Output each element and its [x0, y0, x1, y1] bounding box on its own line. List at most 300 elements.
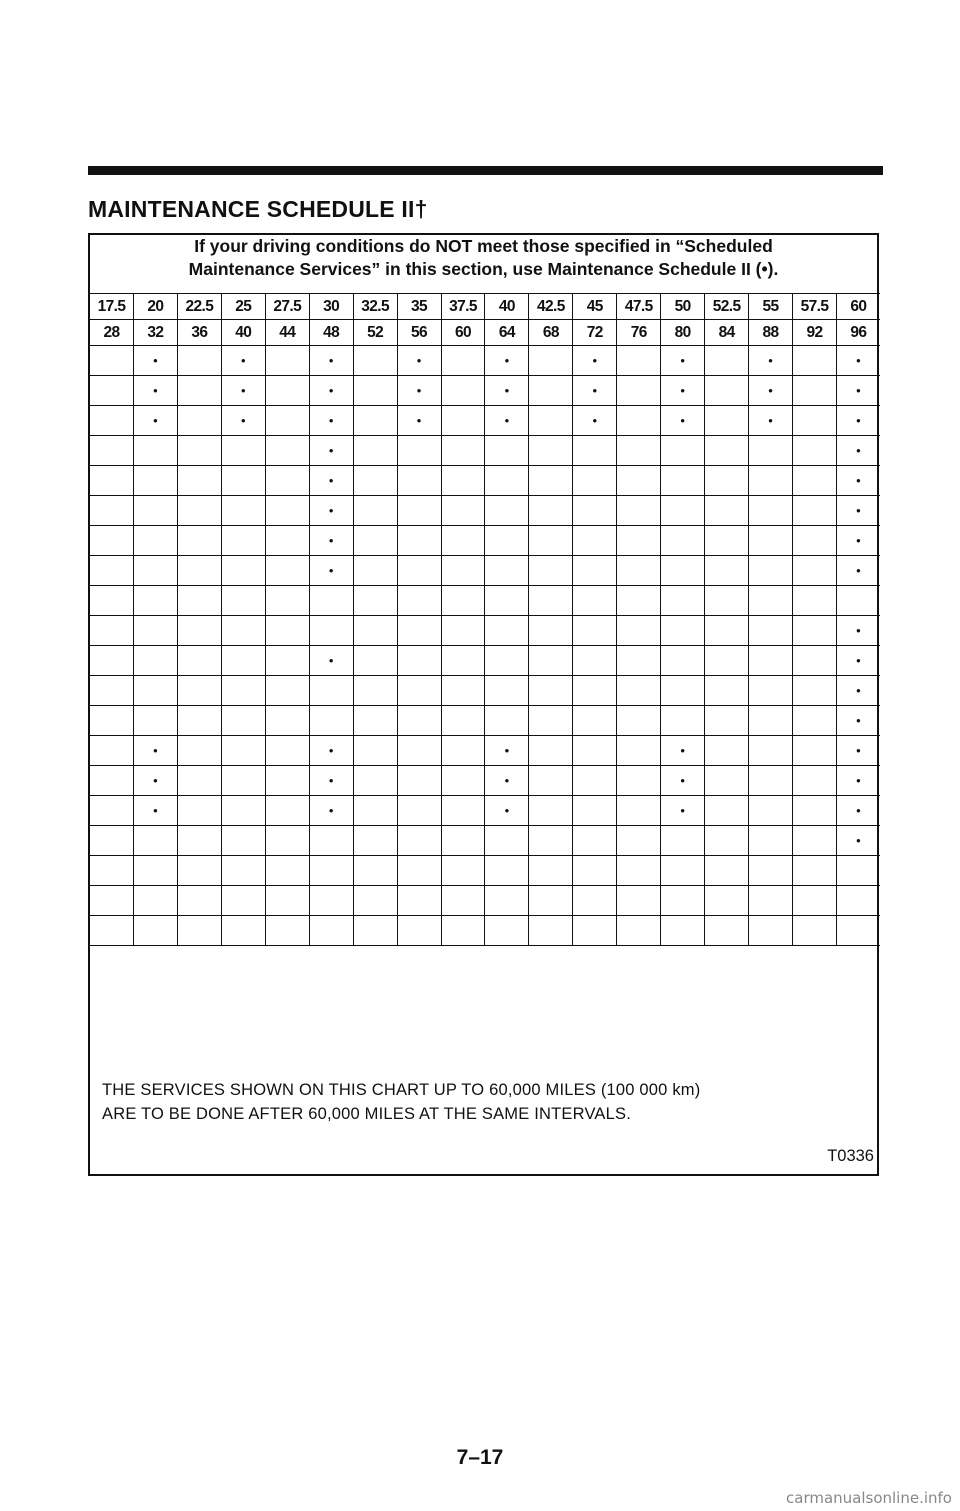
schedule-cell: [265, 856, 309, 886]
schedule-cell: [661, 346, 705, 376]
service-dot: •: [504, 413, 510, 428]
schedule-cell: [573, 736, 617, 766]
schedule-cell: [836, 736, 879, 766]
schedule-cell: [529, 376, 573, 406]
schedule-cell: [485, 916, 529, 946]
service-dot: •: [856, 533, 861, 548]
service-dot: •: [328, 803, 334, 818]
schedule-cell: [177, 616, 221, 646]
service-dot: •: [856, 653, 861, 668]
schedule-cell: [705, 616, 749, 646]
service-dot: •: [680, 383, 685, 398]
schedule-cell: [397, 526, 441, 556]
schedule-cell: [177, 856, 221, 886]
schedule-cell: [353, 646, 397, 676]
km-header-row: [90, 320, 880, 346]
miles-header-row-cell: 42.5: [529, 294, 573, 320]
schedule-cell: [661, 526, 705, 556]
service-dot: •: [153, 353, 158, 368]
schedule-cell: [661, 556, 705, 586]
schedule-cell: [793, 346, 837, 376]
schedule-cell: [661, 886, 705, 916]
schedule-cell: [177, 826, 221, 856]
miles-header-row-cell: 17.5: [90, 294, 133, 320]
service-dot: •: [416, 383, 422, 398]
schedule-cell: [441, 706, 485, 736]
table-row: [90, 406, 880, 436]
schedule-cell: [485, 766, 529, 796]
schedule-cell: [441, 406, 485, 436]
intro-text: [88, 235, 879, 281]
schedule-cell: [309, 886, 353, 916]
schedule-cell: [529, 736, 573, 766]
table-row: [90, 856, 880, 886]
schedule-cell: [793, 856, 837, 886]
schedule-cell: [617, 586, 661, 616]
schedule-cell: [529, 346, 573, 376]
schedule-cell: [793, 766, 837, 796]
schedule-cell: [793, 796, 837, 826]
schedule-cell: [397, 346, 441, 376]
service-dot: •: [153, 803, 158, 818]
schedule-cell: [353, 856, 397, 886]
schedule-cell: [529, 526, 573, 556]
schedule-cell: [617, 436, 661, 466]
schedule-cell: [573, 346, 617, 376]
schedule-cell: [793, 676, 837, 706]
schedule-cell: [705, 556, 749, 586]
schedule-cell: [661, 916, 705, 946]
miles-header-row-cell: 60: [836, 294, 879, 320]
schedule-cell: [133, 376, 177, 406]
schedule-cell: [749, 436, 793, 466]
service-dot: •: [241, 383, 246, 398]
schedule-cell: [441, 676, 485, 706]
miles-header-row-cell: 55: [749, 294, 793, 320]
intro-line-2: Maintenance Services” in this section, use Maintenance Schedule II (•).: [188, 259, 779, 279]
schedule-cell: [441, 826, 485, 856]
schedule-cell: [617, 496, 661, 526]
schedule-cell: [177, 466, 221, 496]
schedule-cell: [353, 346, 397, 376]
service-dot: •: [856, 503, 861, 518]
service-dot: •: [328, 503, 334, 518]
schedule-cell: [705, 916, 749, 946]
schedule-cell: [573, 466, 617, 496]
schedule-cell: [397, 916, 441, 946]
schedule-cell: [397, 796, 441, 826]
schedule-cell: [90, 676, 133, 706]
schedule-cell: [265, 676, 309, 706]
schedule-cell: [265, 826, 309, 856]
schedule-cell: [749, 736, 793, 766]
schedule-cell: [485, 436, 529, 466]
schedule-cell: [529, 496, 573, 526]
miles-header-row-cell: 52.5: [705, 294, 749, 320]
schedule-cell: [749, 556, 793, 586]
schedule-cell: [661, 376, 705, 406]
schedule-cell: [441, 646, 485, 676]
schedule-cell: [177, 376, 221, 406]
schedule-cell: [705, 496, 749, 526]
schedule-cell: [265, 886, 309, 916]
schedule-cell: [309, 916, 353, 946]
service-dot: •: [328, 413, 334, 428]
table-row: [90, 436, 880, 466]
schedule-cell: [353, 466, 397, 496]
schedule-cell: [485, 676, 529, 706]
km-header-row-cell: 64: [485, 320, 529, 346]
schedule-cell: [705, 736, 749, 766]
schedule-cell: [573, 436, 617, 466]
service-dot: •: [153, 743, 158, 758]
schedule-cell: [397, 826, 441, 856]
km-header-row-cell: 96: [836, 320, 879, 346]
schedule-cell: [485, 856, 529, 886]
service-dot: •: [153, 383, 158, 398]
service-dot: •: [328, 443, 334, 458]
schedule-cell: [90, 856, 133, 886]
schedule-cell: [90, 376, 133, 406]
schedule-cell: [353, 616, 397, 646]
km-header-row-cell: 88: [749, 320, 793, 346]
schedule-cell: [397, 856, 441, 886]
schedule-cell: [265, 406, 309, 436]
schedule-cell: [485, 496, 529, 526]
schedule-cell: [397, 886, 441, 916]
schedule-cell: [661, 826, 705, 856]
km-header-row-cell: 68: [529, 320, 573, 346]
schedule-cell: [749, 676, 793, 706]
schedule-cell: [133, 406, 177, 436]
service-dot: •: [416, 353, 422, 368]
schedule-cell: [793, 736, 837, 766]
schedule-cell: [309, 676, 353, 706]
schedule-cell: [705, 856, 749, 886]
schedule-cell: [133, 766, 177, 796]
schedule-cell: [749, 886, 793, 916]
km-header-row-cell: 72: [573, 320, 617, 346]
schedule-cell: [573, 496, 617, 526]
schedule-cell: [221, 646, 265, 676]
schedule-cell: [309, 826, 353, 856]
schedule-cell: [177, 916, 221, 946]
miles-header-row-cell: 20: [133, 294, 177, 320]
schedule-cell: [529, 556, 573, 586]
miles-header-row-cell: 57.5: [793, 294, 837, 320]
schedule-cell: [485, 646, 529, 676]
schedule-cell: [661, 736, 705, 766]
schedule-cell: [177, 526, 221, 556]
schedule-cell: [485, 346, 529, 376]
schedule-cell: [441, 346, 485, 376]
schedule-cell: [573, 766, 617, 796]
schedule-cell: [265, 646, 309, 676]
schedule-cell: [133, 676, 177, 706]
schedule-cell: [221, 466, 265, 496]
schedule-cell: [836, 646, 879, 676]
interval-note: [102, 1078, 862, 1126]
schedule-cell: [221, 406, 265, 436]
schedule-cell: [573, 826, 617, 856]
service-dot: •: [768, 383, 773, 398]
schedule-cell: [441, 556, 485, 586]
schedule-cell: [353, 676, 397, 706]
service-dot: •: [504, 773, 510, 788]
table-row: [90, 706, 880, 736]
service-dot: •: [856, 833, 861, 848]
schedule-cell: [353, 376, 397, 406]
service-dot: •: [328, 383, 334, 398]
service-dot: •: [241, 413, 246, 428]
service-dot: •: [328, 653, 334, 668]
schedule-cell: [617, 856, 661, 886]
schedule-cell: [749, 376, 793, 406]
schedule-cell: [836, 466, 879, 496]
schedule-cell: [705, 526, 749, 556]
miles-header-row-cell: 27.5: [265, 294, 309, 320]
schedule-cell: [485, 466, 529, 496]
schedule-cell: [133, 856, 177, 886]
schedule-cell: [661, 646, 705, 676]
schedule-cell: [133, 526, 177, 556]
schedule-cell: [397, 496, 441, 526]
schedule-cell: [265, 436, 309, 466]
schedule-cell: [485, 376, 529, 406]
schedule-cell: [441, 856, 485, 886]
schedule-cell: [749, 706, 793, 736]
schedule-cell: [177, 436, 221, 466]
schedule-cell: [441, 376, 485, 406]
schedule-cell: [485, 586, 529, 616]
table-row: [90, 796, 880, 826]
schedule-cell: [397, 376, 441, 406]
schedule-cell: [90, 616, 133, 646]
schedule-cell: [836, 616, 879, 646]
service-dot: •: [680, 743, 685, 758]
schedule-cell: [221, 856, 265, 886]
schedule-cell: [836, 916, 879, 946]
schedule-cell: [221, 706, 265, 736]
schedule-cell: [90, 796, 133, 826]
schedule-cell: [221, 616, 265, 646]
schedule-cell: [133, 466, 177, 496]
schedule-cell: [793, 376, 837, 406]
schedule-cell: [90, 406, 133, 436]
schedule-cell: [221, 376, 265, 406]
schedule-cell: [529, 676, 573, 706]
service-dot: •: [680, 803, 685, 818]
schedule-cell: [441, 736, 485, 766]
schedule-cell: [836, 856, 879, 886]
schedule-cell: [836, 826, 879, 856]
schedule-cell: [353, 556, 397, 586]
schedule-cell: [353, 736, 397, 766]
km-header-row-cell: 56: [397, 320, 441, 346]
schedule-cell: [705, 466, 749, 496]
schedule-cell: [133, 916, 177, 946]
schedule-cell: [90, 706, 133, 736]
schedule-cell: [353, 826, 397, 856]
schedule-cell: [749, 796, 793, 826]
schedule-cell: [133, 616, 177, 646]
service-dot: •: [592, 383, 598, 398]
schedule-cell: [617, 526, 661, 556]
table-row: [90, 676, 880, 706]
schedule-cell: [221, 586, 265, 616]
schedule-cell: [265, 466, 309, 496]
schedule-cell: [705, 826, 749, 856]
miles-header-row-cell: 40: [485, 294, 529, 320]
schedule-cell: [309, 616, 353, 646]
service-dot: •: [856, 713, 861, 728]
schedule-cell: [617, 346, 661, 376]
schedule-cell: [309, 736, 353, 766]
schedule-cell: [309, 586, 353, 616]
schedule-cell: [133, 346, 177, 376]
service-dot: •: [328, 533, 334, 548]
schedule-cell: [661, 466, 705, 496]
schedule-cell: [177, 556, 221, 586]
schedule-cell: [309, 496, 353, 526]
schedule-cell: [441, 886, 485, 916]
schedule-cell: [265, 916, 309, 946]
schedule-cell: [353, 526, 397, 556]
schedule-cell: [90, 466, 133, 496]
schedule-cell: [221, 346, 265, 376]
schedule-cell: [793, 646, 837, 676]
schedule-cell: [661, 616, 705, 646]
schedule-cell: [133, 826, 177, 856]
schedule-cell: [617, 676, 661, 706]
table-row: [90, 346, 880, 376]
service-dot: •: [856, 383, 861, 398]
schedule-cell: [177, 346, 221, 376]
km-header-row-cell: 84: [705, 320, 749, 346]
km-header-row-cell: 32: [133, 320, 177, 346]
schedule-cell: [309, 376, 353, 406]
schedule-cell: [221, 766, 265, 796]
schedule-cell: [309, 466, 353, 496]
schedule-cell: [133, 436, 177, 466]
miles-header-row: [90, 294, 880, 320]
schedule-cell: [177, 586, 221, 616]
table-row: [90, 556, 880, 586]
schedule-cell: [309, 646, 353, 676]
schedule-cell: [441, 766, 485, 796]
service-dot: •: [680, 413, 685, 428]
schedule-cell: [353, 796, 397, 826]
schedule-cell: [133, 496, 177, 526]
schedule-cell: [90, 886, 133, 916]
schedule-cell: [705, 376, 749, 406]
schedule-cell: [309, 406, 353, 436]
schedule-cell: [441, 796, 485, 826]
schedule-cell: [749, 586, 793, 616]
watermark: carmanualsonline.info: [786, 1489, 952, 1507]
schedule-cell: [265, 616, 309, 646]
schedule-cell: [177, 406, 221, 436]
schedule-cell: [177, 736, 221, 766]
schedule-cell: [221, 496, 265, 526]
service-dot: •: [416, 413, 422, 428]
schedule-cell: [177, 796, 221, 826]
service-dot: •: [856, 623, 861, 638]
table-row: [90, 526, 880, 556]
schedule-cell: [177, 646, 221, 676]
service-dot: •: [856, 443, 861, 458]
schedule-cell: [705, 886, 749, 916]
table-row: [90, 466, 880, 496]
schedule-cell: [617, 556, 661, 586]
service-dot: •: [856, 413, 861, 428]
schedule-cell: [353, 706, 397, 736]
service-dot: •: [856, 803, 861, 818]
schedule-cell: [617, 796, 661, 826]
miles-header-row-cell: 45: [573, 294, 617, 320]
service-dot: •: [241, 353, 246, 368]
schedule-cell: [749, 466, 793, 496]
schedule-cell: [309, 436, 353, 466]
schedule-cell: [573, 376, 617, 406]
schedule-cell: [661, 496, 705, 526]
schedule-cell: [836, 346, 879, 376]
miles-header-row-cell: 30: [309, 294, 353, 320]
schedule-cell: [265, 526, 309, 556]
schedule-cell: [573, 796, 617, 826]
schedule-cell: [309, 766, 353, 796]
miles-header-row-cell: 35: [397, 294, 441, 320]
schedule-cell: [90, 646, 133, 676]
schedule-cell: [309, 346, 353, 376]
schedule-cell: [705, 706, 749, 736]
table-row: [90, 826, 880, 856]
schedule-cell: [705, 646, 749, 676]
service-dot: •: [592, 413, 598, 428]
schedule-cell: [573, 406, 617, 436]
service-dot: •: [768, 353, 773, 368]
schedule-cell: [133, 586, 177, 616]
schedule-cell: [309, 706, 353, 736]
service-dot: •: [680, 773, 685, 788]
schedule-cell: [793, 406, 837, 436]
table-row: [90, 766, 880, 796]
table-row: [90, 616, 880, 646]
schedule-cell: [485, 406, 529, 436]
schedule-cell: [309, 796, 353, 826]
schedule-cell: [573, 616, 617, 646]
km-header-row-cell: 52: [353, 320, 397, 346]
schedule-cell: [353, 916, 397, 946]
schedule-cell: [529, 856, 573, 886]
figure-code: T0336: [827, 1147, 874, 1165]
schedule-cell: [177, 676, 221, 706]
km-header-row-cell: 48: [309, 320, 353, 346]
schedule-cell: [617, 736, 661, 766]
schedule-cell: [485, 826, 529, 856]
schedule-cell: [529, 796, 573, 826]
schedule-cell: [221, 526, 265, 556]
note-line-2: ARE TO BE DONE AFTER 60,000 MILES AT THE SAME INTERVALS.: [102, 1105, 631, 1123]
table-row: [90, 586, 880, 616]
page-title: MAINTENANCE SCHEDULE II†: [88, 196, 428, 222]
schedule-cell: [397, 436, 441, 466]
schedule-cell: [441, 616, 485, 646]
schedule-cell: [617, 616, 661, 646]
schedule-cell: [617, 826, 661, 856]
schedule-cell: [836, 376, 879, 406]
schedule-cell: [221, 916, 265, 946]
